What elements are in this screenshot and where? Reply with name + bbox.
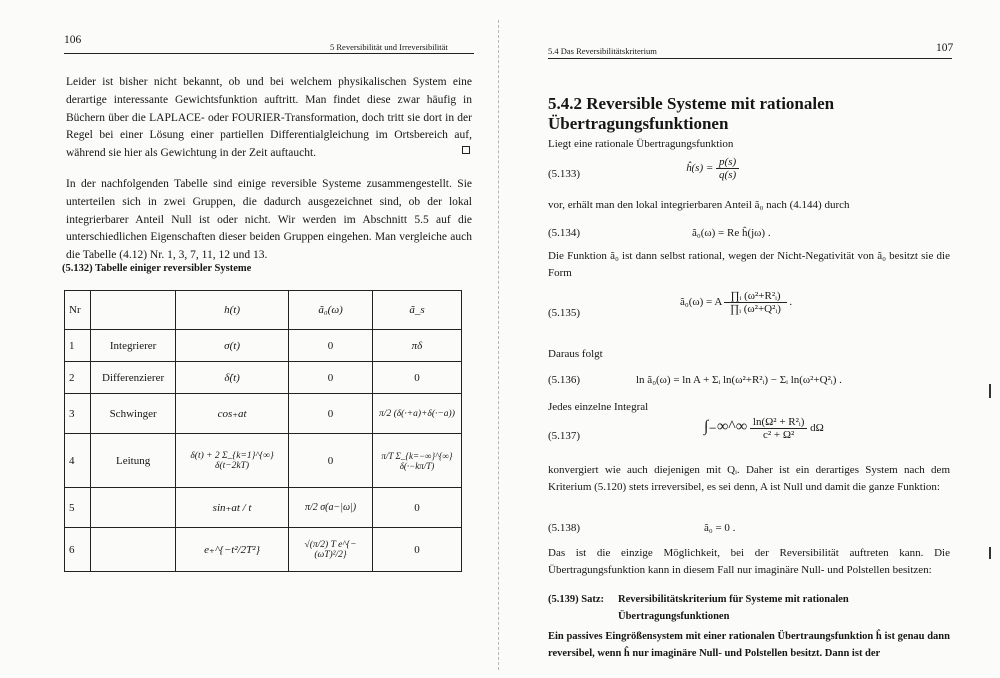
denominator: c² + Ω²	[762, 429, 795, 441]
system-name: Differenzierer	[91, 362, 176, 394]
impulse-response: σ(t)	[176, 330, 289, 362]
numerator: p(s)	[716, 156, 739, 169]
equation-lhs: ĥ(s) =	[686, 162, 714, 175]
paragraph: konvergiert wie auch diejenigen mit Qᵢ. Daher ist ein derartiges System nach dem Kriterium (5.120) stets irreversibel, es sei denn, A ist Null und damit die ganze Funktion:	[548, 464, 950, 493]
table-row	[65, 488, 462, 528]
row-number: 2	[65, 362, 91, 394]
row-number: 5	[65, 488, 91, 528]
text-line: Daraus folgt	[548, 348, 603, 360]
denominator: q(s)	[719, 169, 737, 181]
integral-sign: ∫₋∞^∞	[704, 418, 748, 436]
column-header: h(t)	[176, 291, 289, 330]
page-number: 106	[64, 34, 82, 46]
column-header: Nr	[65, 291, 91, 330]
singular-part: πδ	[372, 330, 461, 362]
equation-5134: ã₀(ω) = Re ĥ(jω) .	[692, 227, 771, 239]
local-part: √(π/2) T e^{−(ωT)²/2}	[289, 528, 373, 572]
reversible-systems-table	[64, 290, 462, 572]
table-row	[65, 330, 462, 362]
page-number: 107	[936, 42, 954, 54]
table-caption: (5.132) Tabelle einiger reversibler Systeme	[62, 263, 252, 274]
running-header: 5 Reversibilität und Irreversibilität	[330, 42, 448, 52]
impulse-response: sin₊at / t	[176, 488, 289, 528]
paragraph: Das ist die einzige Möglichkeit, bei der Reversibilität auftreten kann. Die Übertragungsfunktion kann in diesem Fall nur imaginäre Null- und Polstellen besitzen:	[548, 547, 950, 576]
equation-5138: ã₀ = 0 .	[704, 522, 736, 534]
column-header	[91, 291, 176, 330]
equation-number: (5.138)	[548, 522, 581, 534]
impulse-response: δ̇(t)	[176, 362, 289, 394]
section-title: 5.4.2 Reversible Systeme mit rationalen Übertragungsfunktionen	[548, 94, 835, 133]
local-part: π/2 σ(a−|ω|)	[289, 488, 373, 528]
scan-mark	[989, 547, 991, 559]
impulse-response: cos₊at	[176, 394, 289, 434]
denominator: ∏ᵢ (ω²+Q²ᵢ)	[730, 303, 781, 315]
numerator: ln(Ω² + R²ᵢ)	[750, 416, 808, 429]
paragraph: Die Funktion ã₀ ist dann selbst rational, wegen der Nicht-Negativität von ã₀ besitzt sie die Form	[548, 250, 950, 279]
paragraph: In der nachfolgenden Tabelle sind einige reversible Systeme zusammengestellt. Sie unterteilen sich in zwei Gruppen, die dadurch ausgezeichnet sind, ob der lokal integrierbarer Anteil Null ist oder nicht. Wir werden im Abschnitt 5.5 auf die unterschiedlichen Eigenschaften dieser beiden Gruppen eingehen. Man vergleiche auch die Tabelle (4.12) Nr. 1, 3, 7, 11, 12 und 13.	[66, 178, 472, 262]
column-header: ã_s	[372, 291, 461, 330]
text-line: Jedes einzelne Integral	[548, 401, 649, 413]
local-part: 0	[289, 434, 373, 488]
table-header-row	[65, 291, 462, 330]
table-row	[65, 362, 462, 394]
equation-number: (5.133)	[548, 168, 581, 180]
paragraph: Leider ist bisher nicht bekannt, ob und bei welchem physikalischen System eine derartige interessante Gewichtsfunktion auftritt. Man findet diese zwar häufig in Büchern über die LAPLACE- oder FOURIER-Transformation, doch tritt sie dort in der Regel bei einer Lösung einer partiellen Differentialgleichung im Ortsbereich auf, während sie hier als Gewichtung in der Zeit auftaucht.	[66, 76, 472, 160]
theorem-label: (5.139) Satz:	[548, 594, 604, 605]
system-name: Leitung	[91, 434, 176, 488]
header-rule	[64, 53, 474, 54]
numerator: ∏ᵢ (ω²+R²ᵢ)	[724, 290, 786, 303]
system-name	[91, 528, 176, 572]
equation-tail: .	[789, 296, 793, 309]
singular-part: 0	[372, 528, 461, 572]
system-name: Schwinger	[91, 394, 176, 434]
fraction	[724, 290, 786, 315]
singular-part: π/T Σ_{k=−∞}^{∞} δ(·−kπ/T)	[372, 434, 461, 488]
local-part: 0	[289, 362, 373, 394]
table-row	[65, 394, 462, 434]
equation-5135	[680, 290, 792, 315]
fraction	[750, 416, 808, 441]
theorem-title: Übertragungsfunktionen	[618, 611, 730, 622]
running-header: 5.4 Das Reversibilitätskriterium	[548, 46, 657, 56]
theorem-title: Reversibilitätskriterium für Systeme mit rationalen	[618, 594, 849, 605]
row-number: 3	[65, 394, 91, 434]
equation-5136: ln ã₀(ω) = ln A + Σᵢ ln(ω²+R²ᵢ) − Σᵢ ln(ω²+Q²ᵢ) .	[636, 374, 842, 386]
system-name: Integrierer	[91, 330, 176, 362]
singular-part: 0	[372, 362, 461, 394]
equation-5137	[704, 416, 824, 441]
right-page	[500, 0, 1000, 678]
equation-lhs: ã₀(ω) = A	[680, 296, 722, 309]
system-name	[91, 488, 176, 528]
local-part: 0	[289, 394, 373, 434]
equation-number: (5.135)	[548, 307, 581, 319]
equation-number: (5.137)	[548, 430, 581, 442]
impulse-response: δ(t) + 2 Σ_{k=1}^{∞} δ(t−2kT)	[176, 434, 289, 488]
equation-tail: dΩ	[810, 422, 824, 435]
equation-number: (5.134)	[548, 227, 581, 239]
row-number: 6	[65, 528, 91, 572]
impulse-response: e₊^{−t²/2T²}	[176, 528, 289, 572]
fraction	[716, 156, 739, 181]
text-line: Liegt eine rationale Übertragungsfunktion	[548, 138, 734, 150]
header-rule	[548, 58, 952, 59]
table-row	[65, 434, 462, 488]
equation-number: (5.136)	[548, 374, 581, 386]
scan-mark	[989, 384, 991, 398]
column-header: ã₀(ω)	[289, 291, 373, 330]
local-part: 0	[289, 330, 373, 362]
row-number: 4	[65, 434, 91, 488]
equation-5133	[686, 156, 739, 181]
theorem-text: Ein passives Eingrößensystem mit einer rationalen Übertraungsfunktion ĥ ist genau dann reversibel, wenn ĥ nur imaginäre Null- und Polstellen besitzt. Dann ist der	[548, 631, 950, 659]
singular-part: π/2 (δ(·+a)+δ(·−a))	[372, 394, 461, 434]
table-row	[65, 528, 462, 572]
qed-box-icon	[462, 146, 470, 154]
singular-part: 0	[372, 488, 461, 528]
row-number: 1	[65, 330, 91, 362]
text-line: vor, erhält man den lokal integrierbaren Anteil ã₀ nach (4.144) durch	[548, 199, 850, 211]
